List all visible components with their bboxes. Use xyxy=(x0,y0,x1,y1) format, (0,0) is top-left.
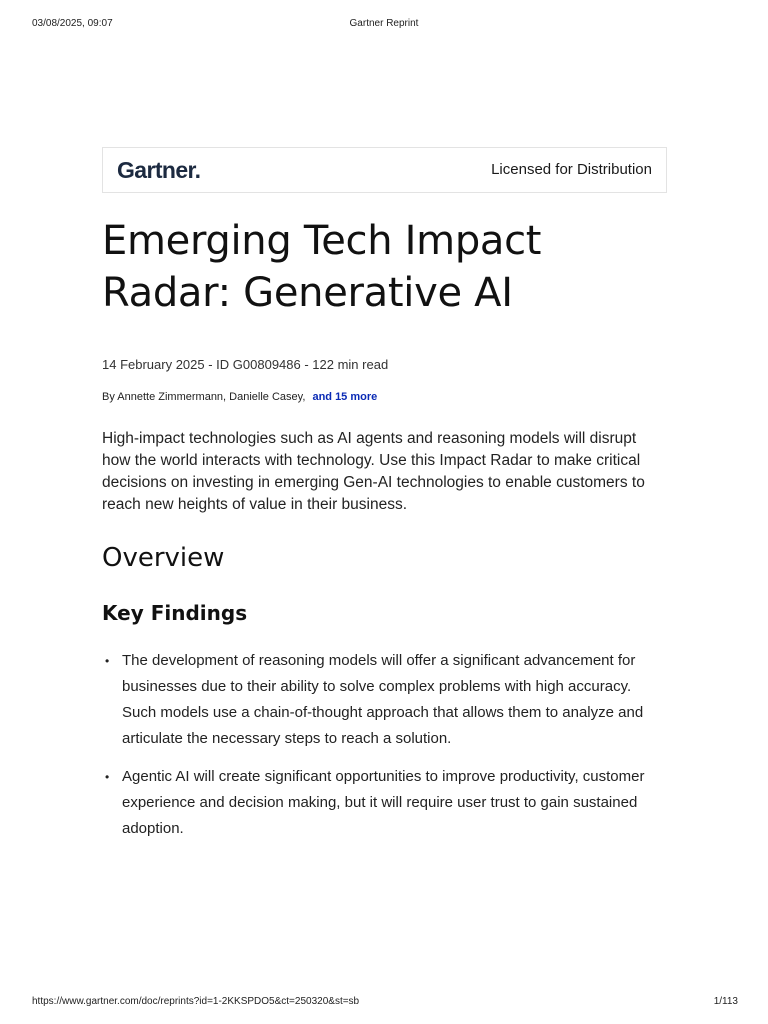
list-item xyxy=(102,648,667,752)
license-banner xyxy=(102,147,667,193)
bullet-icon: • xyxy=(105,770,110,784)
key-findings-list xyxy=(102,648,667,842)
authors-list: By Annette Zimmermann, Danielle Casey, xyxy=(102,391,306,403)
print-page-title: Gartner Reprint xyxy=(349,18,419,29)
overview-heading: Overview xyxy=(102,543,225,573)
more-authors-link[interactable]: and 15 more xyxy=(312,391,378,403)
article-content xyxy=(102,147,667,854)
finding-text: Agentic AI will create significant opportunities to improve productivity, customer experience and decision making, but it will require user trust to gain sustained adoption. xyxy=(122,768,645,837)
list-item xyxy=(102,764,667,842)
license-label: Licensed for Distribution xyxy=(491,161,652,178)
print-page-number: 1/113 xyxy=(713,996,738,1007)
print-datetime: 03/08/2025, 09:07 xyxy=(32,18,113,29)
logo-text: Gartner xyxy=(117,157,195,183)
key-findings-heading: Key Findings xyxy=(102,601,248,625)
print-url[interactable]: https://www.gartner.com/doc/reprints?id=1-2KKSPDO5&ct=250320&st=sb xyxy=(32,996,360,1007)
document-title: Emerging Tech Impact Radar: Generative AI xyxy=(102,218,542,316)
document-meta: 14 February 2025 - ID G00809486 - 122 min read xyxy=(102,357,389,372)
gartner-logo[interactable] xyxy=(117,157,200,183)
print-header xyxy=(0,18,768,32)
finding-text: The development of reasoning models will offer a significant advancement for businesses due to their ability to solve complex problems with high accuracy. Such models use a chain-of-thought approach that allows them to analyze and articulate the necessary steps to reach a solution. xyxy=(122,652,644,747)
print-footer xyxy=(0,996,768,1010)
logo-dot: . xyxy=(194,157,201,183)
bullet-icon: • xyxy=(105,654,110,668)
authors-line xyxy=(102,390,667,404)
document-summary: High-impact technologies such as AI agents and reasoning models will disrupt how the world interacts with technology. Use this Impact Radar to make critical decisions on investing in emerging Gen-AI technologies to enable customers to reach new heights of value in their business. xyxy=(102,430,645,513)
